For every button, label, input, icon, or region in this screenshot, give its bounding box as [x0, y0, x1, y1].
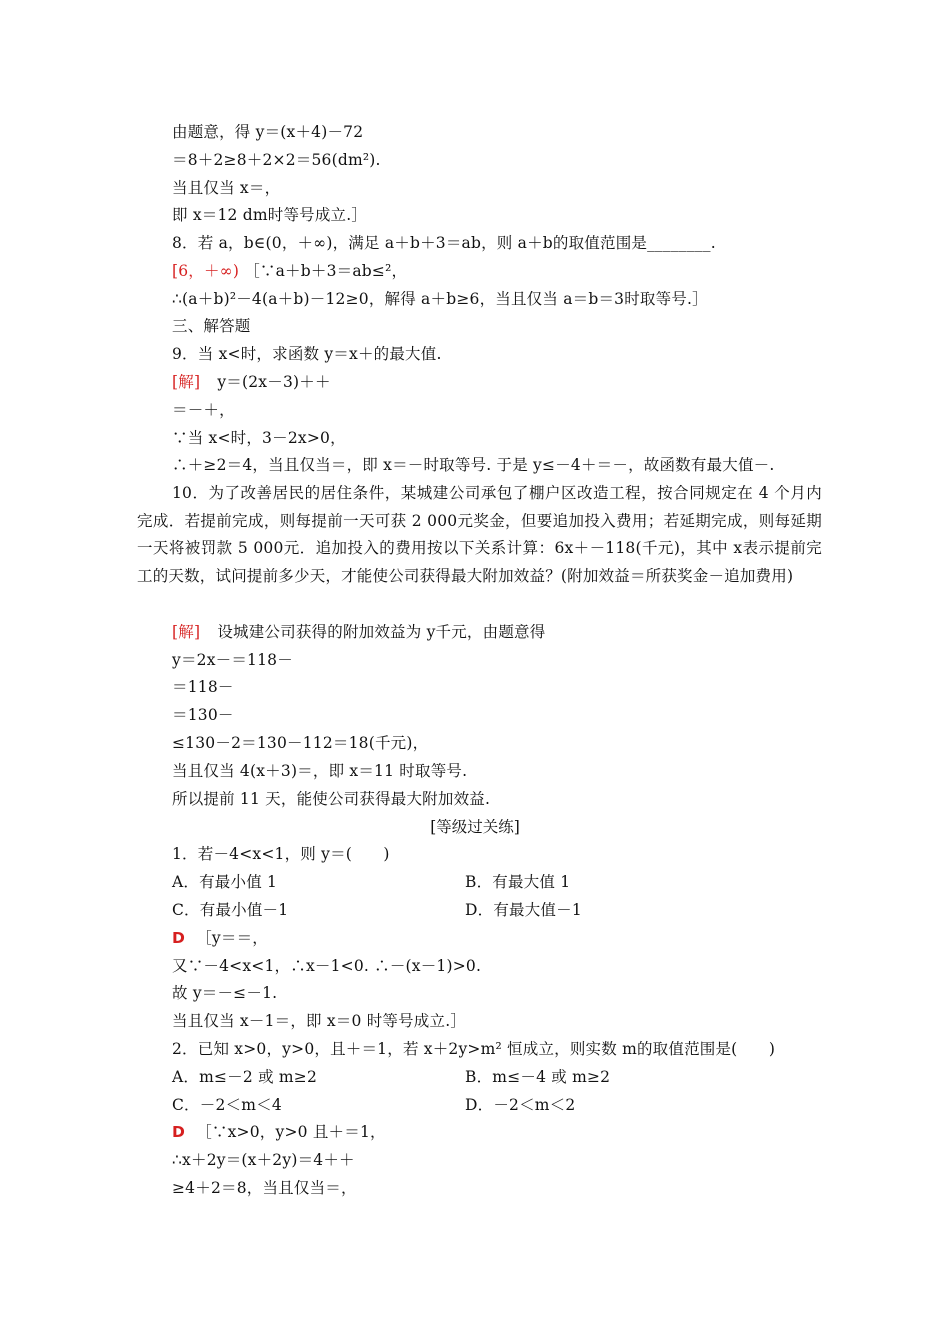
solution-9: [172, 372, 331, 392]
option-b: B．m≤－4 或 m≥2: [465, 1068, 611, 1086]
option-c: C．－2＜m＜4: [172, 1096, 282, 1114]
answer-8: [172, 261, 407, 281]
text-line: 故 y＝－≤－1.: [172, 984, 278, 1002]
solution-10: [172, 622, 545, 642]
answer-letter: D: [172, 929, 186, 947]
text-line: ∴＋≥2＝4，当且仅当＝，即 x＝－时取等号. 于是 y≤－4＋＝－，故函数有最大值－.: [172, 456, 775, 474]
answer-tag: [6，＋∞): [172, 262, 240, 280]
option-d: D．有最大值－1: [465, 901, 582, 919]
option-a: A．有最小值 1: [172, 873, 278, 891]
text-line: 当且仅当 x＝，: [172, 179, 281, 197]
answer-1: [172, 928, 268, 948]
answer-text: ［∵a＋b＋3＝ab≤²，: [244, 262, 408, 280]
text-line: ＝130－: [172, 706, 234, 724]
section-heading: 三、解答题: [172, 317, 251, 335]
answer-text: ［y＝＝，: [196, 929, 268, 947]
question-1: 1．若－4<x<1，则 y＝( ): [172, 845, 390, 863]
text-line: 当且仅当 x－1＝，即 x＝0 时等号成立.］: [172, 1012, 467, 1030]
text-line: 所以提前 11 天，能使公司获得最大附加效益.: [172, 790, 491, 808]
text-line: y＝2x－＝118－: [172, 651, 293, 669]
question-8: 8．若 a，b∈(0，＋∞)，满足 a＋b＋3＝ab，则 a＋b的取值范围是________.: [172, 234, 716, 252]
text-line: 由题意，得 y＝(x＋4)－72: [172, 123, 364, 141]
answer-text: ［∵x>0，y>0 且＋＝1，: [196, 1123, 386, 1141]
text-line: 又∵－4<x<1，∴x－1<0. ∴－(x－1)>0.: [172, 957, 482, 975]
solution-text: y＝(2x－3)＋＋: [217, 373, 331, 391]
text-line: ∴(a＋b)²－4(a＋b)－12≥0，解得 a＋b≥6，当且仅当 a＝b＝3时取等号.］: [172, 290, 708, 308]
text-line: ＝－＋，: [172, 401, 235, 419]
option-d: D．－2＜m＜2: [465, 1096, 576, 1114]
option-b: B．有最大值 1: [465, 873, 571, 891]
text-line: ∵当 x<时，3－2x>0，: [172, 429, 346, 447]
text-line: ≤130－2＝130－112＝18(千元)，: [172, 734, 429, 752]
answer-2: [172, 1122, 386, 1142]
question-10: 10．为了改善居民的居住条件，某城建公司承包了棚户区改造工程，按合同规定在 4 个月内完成．若提前完成，则每提前一天可获 2 000元奖金，但要追加投入费用；若延期完成，则每延期一天将被罚款 5 000元．追加投入的费用按以下关系计算：6x＋－118(千元)，其中 x表示提前完工的天数，试问提前多少天，才能使公司获得最大附加效益？(附加效益＝所获奖金－追加费用): [137, 484, 822, 585]
text-line: 当且仅当 4(x＋3)＝，即 x＝11 时取等号.: [172, 762, 468, 780]
question-2: 2．已知 x>0，y>0，且＋＝1，若 x＋2y>m² 恒成立，则实数 m的取值范围是( ): [172, 1040, 776, 1058]
solution-tag: [解]: [172, 623, 201, 641]
question-9: 9．当 x<时，求函数 y＝x＋的最大值.: [172, 345, 442, 363]
section-title: [等级过关练]: [430, 818, 520, 836]
text-line: ＝118－: [172, 678, 234, 696]
text-line: 即 x＝12 dm时等号成立.］: [172, 206, 368, 224]
option-c: C．有最小值－1: [172, 901, 289, 919]
solution-text: 设城建公司获得的附加效益为 y千元，由题意得: [217, 623, 546, 641]
solution-tag: [解]: [172, 373, 201, 391]
option-a: A．m≤－2 或 m≥2: [172, 1068, 318, 1086]
text-line: ＝8＋2≥8＋2×2＝56(dm²).: [172, 151, 381, 169]
text-line: ≥4＋2＝8，当且仅当＝，: [172, 1179, 357, 1197]
answer-letter: D: [172, 1123, 186, 1141]
text-line: ∴x＋2y＝(x＋2y)＝4＋＋: [172, 1151, 355, 1169]
